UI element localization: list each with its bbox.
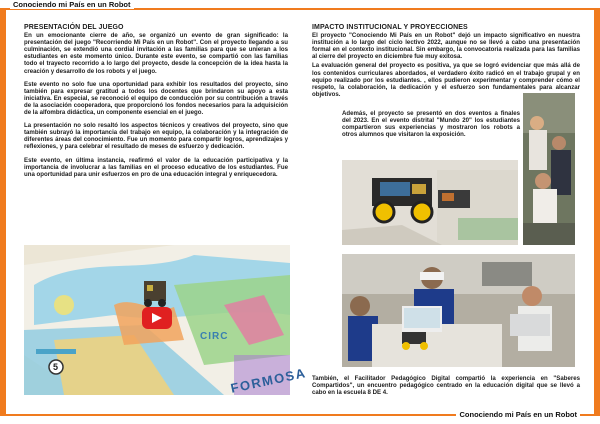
board-label-formosa: FORMOSA [229, 365, 308, 396]
left-accent-bar [0, 8, 6, 416]
footer-title: Conociendo mi País en un Robot [456, 410, 580, 419]
right-paragraph-3: Además, el proyecto se presentó en dos eventos a finales del 2023. En el evento distrital "Mundo 20" los estudiantes compartieron sus experiencias y mostraron los robots a otros alumnos que visitaron la exposición. [342, 110, 520, 139]
right-column [312, 24, 580, 100]
right-paragraph-1: El proyecto "Conociendo Mi País en un Robot" dejó un impacto significativo en nuestra institución a lo largo del ciclo lectivo 2022, aunque no se llevó a cabo una presentación formal en el contexto institucional. Sin embargo, la convocatoria realizada para las familias al cierre del proyecto en diciembre fue muy exitosa. [312, 32, 580, 61]
board-number: 5 [53, 362, 59, 372]
play-button[interactable] [142, 307, 172, 329]
robot-image [342, 160, 518, 245]
left-paragraph-1: En un emocionante cierre de año, se organizó un evento de gran significado: la presentación del juego "Recorriendo Mi País en un Robot". Con el proyecto llegando a su culminación, se extendió una cordial invitación a las familias para que se unieran a los estudiantes en este momento único. Durante este evento, se compartió con las familias todo el trayecto recorrido a lo largo del proyecto, desde la concepción de la idea hasta la creación y desarrollo de los robots y el juego. [24, 32, 288, 75]
video-thumbnail[interactable] [24, 245, 308, 396]
classroom-photo [342, 254, 575, 367]
right-heading: IMPACTO INSTITUCIONAL Y PROYECCIONES [312, 24, 468, 31]
board-label-circ: CIRC [200, 331, 229, 342]
left-paragraph-3: La presentación no solo resaltó los aspectos técnicos y creativos del proyecto, sino que también subrayó la importancia del trabajo en equipo, la colaboración y la integración de diferentes áreas del conocimiento. Fue un momento para compartir logros, aprendizajes y reflexiones, y para celebrar el resultado de meses de esfuerzo y dedicación. [24, 122, 288, 151]
students-photo [523, 93, 575, 245]
classroom-image [342, 254, 575, 367]
left-paragraph-4: Este evento, en última instancia, reafirmó el valor de la educación participativa y la importancia de involucrar a las familias en el proceso educativo de los estudiantes. Fue una oportunidad para unir esfuerzos en pro de una educación integral y enriquecedora. [24, 156, 288, 178]
header-title: Conociendo mi País en un Robot [10, 0, 134, 9]
left-heading: PRESENTACIÓN DEL JUEGO [24, 24, 124, 31]
robot-photo [342, 160, 518, 245]
right-accent-bar [594, 8, 600, 416]
play-icon [152, 313, 162, 323]
students-image [523, 93, 575, 245]
bottom-caption: También, el Facilitador Pedagógico Digital compartió la experiencia en "Saberes Compartidos", un encuentro pedagógico centrado en la educación digital que se llevó a cabo en la escuela 8 DE 4. [312, 375, 580, 397]
right-paragraph-2: La evaluación general del proyecto es positiva, ya que se logró evidenciar que más allá de los contenidos curriculares abordados, el verdadero éxito radicó en el trabajo grupal y en equipo realizado por los estudiantes. , ellos pudieron experimentar y comprender cómo el respeto, la colaboración, la dedicación y el esfuerzo son fundamentales para alcanzar objetivos. [312, 62, 580, 98]
left-column [24, 24, 288, 184]
left-paragraph-2: Este evento no solo fue una oportunidad para exhibir los resultados del proyecto, sino también para expresar gratitud a todos los docentes que brindaron su apoyo a esta iniciativa. En especial, se reconoció el equipo de conducción por su contribución a través de la asociación cooperadora, que proporcionó los fondos necesarios para la adquisición de la alfombra didáctica, un componente esencial en el juego. [24, 80, 288, 117]
